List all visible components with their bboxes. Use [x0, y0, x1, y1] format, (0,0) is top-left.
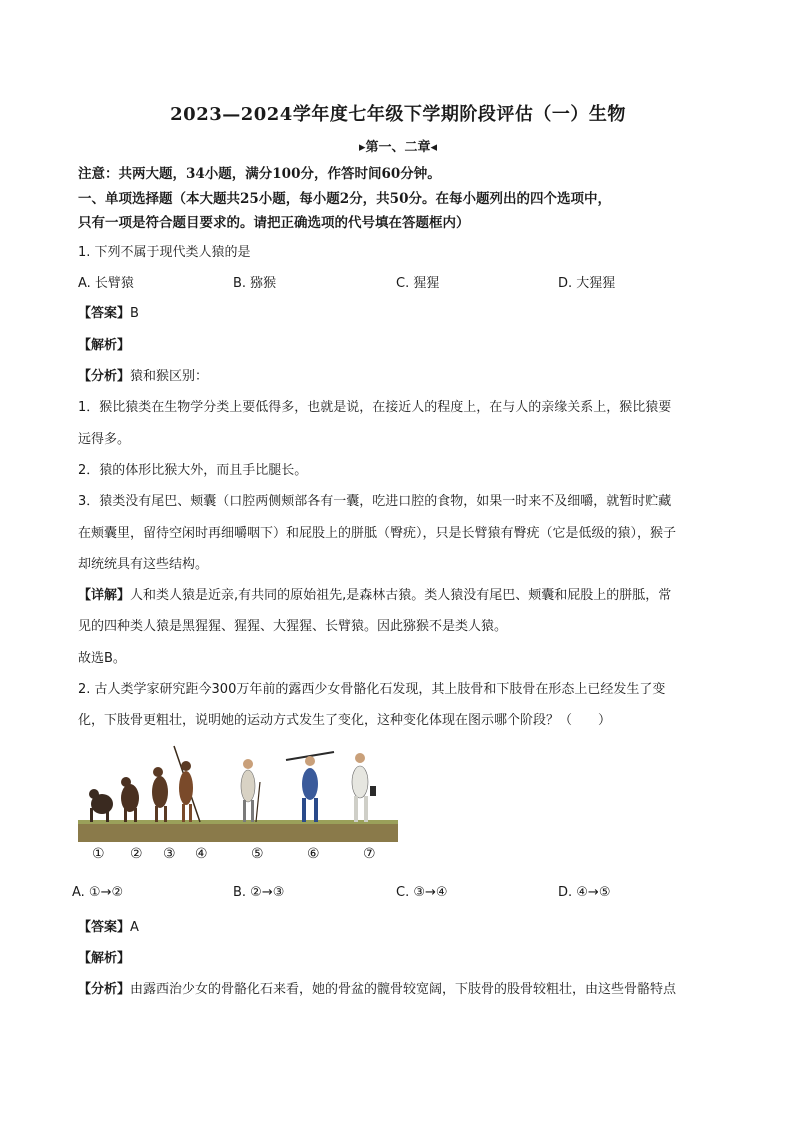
q2-option-d: D. ④→⑤: [558, 885, 611, 900]
stage-label: ⑦: [363, 846, 376, 862]
q1-point3-line3: 却统统具有这些结构。: [78, 557, 209, 572]
q1-detail-line2: 见的四种类人猿是黑猩猩、猩猩、大猩猩、长臂猿。因此猕猴不是类人猿。: [78, 619, 508, 634]
q2-answer-line: [78, 916, 139, 935]
q1-option-c: C. 猩猩: [396, 276, 440, 291]
fenxi-text: 由露西治少女的骨骼化石来看，她的骨盆的髋骨较宽阔，下肢骨的股骨较粗壮，由这些骨骼特点: [130, 982, 677, 997]
stage-label: ⑥: [307, 846, 320, 862]
q1-option-d: D. 大猩猩: [558, 276, 616, 291]
q2-option-a: A. ①→②: [72, 885, 124, 900]
q1-detail-line1: [78, 584, 671, 603]
q2-option-b: B. ②→③: [233, 885, 285, 900]
stage-label: ②: [130, 846, 143, 862]
section-heading-line2: 只有一项是符合题目要求的。请把正确选项的代号填在答题框内）: [78, 215, 470, 231]
q2-answer: A: [130, 920, 139, 935]
q2-fenxi-line: [78, 978, 676, 997]
stage-label: ⑤: [251, 846, 264, 862]
section-heading-line1: 一、单项选择题（本大题共25小题，每小题2分，共50分。在每小题列出的四个选项中，: [78, 191, 611, 207]
q1-analysis-tag: 【解析】: [78, 338, 131, 353]
q1-option-b: B. 猕猴: [233, 276, 277, 291]
q1-point3-line2: 在颊囊里，留待空闲时再细嚼咽下）和屁股上的胼胝（臀疣），只是长臂猿有臀疣（它是低级的猿），猴子: [78, 526, 677, 541]
q1-fenxi-line: [78, 365, 208, 384]
answer-tag: 【答案】: [78, 306, 131, 321]
detail-tag: 【详解】: [78, 588, 131, 603]
q2-stem-line2: 化，下肢骨更粗壮，说明她的运动方式发生了变化，这种变化体现在图示哪个阶段？（ ）: [78, 713, 612, 728]
q1-point3-line1: 3．猿类没有尾巴、颊囊（口腔两侧颊部各有一囊，吃进口腔的食物，如果一时来不及细嚼，就暂时贮藏: [78, 494, 672, 509]
stage-labels: [78, 846, 398, 864]
fenxi-tag: 【分析】: [78, 369, 131, 384]
q1-answer-line: [78, 302, 139, 321]
answer-tag: 【答案】: [78, 920, 131, 935]
human-evolution-figure: [78, 742, 398, 842]
q1-point1-line1: 1．猴比猿类在生物学分类上要低得多，也就是说，在接近人的程度上，在与人的亲缘关系上，猴比猿要: [78, 400, 672, 415]
fenxi-tag: 【分析】: [78, 982, 131, 997]
q1-answer: B: [130, 306, 139, 321]
stage-label: ③: [163, 846, 176, 862]
ground-strip: [78, 822, 398, 842]
q1-point2: 2．猿的体形比猴大外，而且手比腿长。: [78, 463, 308, 478]
fenxi-text: 猿和猴区别：: [130, 369, 209, 384]
stage-label: ①: [92, 846, 105, 862]
detail-text-a: 人和类人猿是近亲,有共同的原始祖先,是森林古猿。类人猿没有尾巴、颊囊和屁股上的胼胝，常: [130, 588, 672, 603]
q1-stem: 1. 下列不属于现代类人猿的是: [78, 245, 251, 260]
exam-notice: 注意：共两大题，34小题，满分100分，作答时间60分钟。: [78, 166, 441, 182]
q1-option-a: A. 长臂猿: [78, 276, 134, 291]
q1-point1-line2: 远得多。: [78, 432, 131, 447]
chapter-subtitle: ▸第一、二章◂: [358, 140, 438, 155]
page-title: 2023—2024学年度七年级下学期阶段评估（一）生物: [170, 104, 626, 125]
stage-label: ④: [195, 846, 208, 862]
q1-conclusion: 故选B。: [78, 651, 126, 666]
q2-analysis-tag: 【解析】: [78, 951, 131, 966]
q2-option-c: C. ③→④: [396, 885, 448, 900]
q2-stem-line1: 2. 古人类学家研究距今300万年前的露西少女骨骼化石发现，其上肢骨和下肢骨在形态上已经发生了变: [78, 682, 666, 697]
